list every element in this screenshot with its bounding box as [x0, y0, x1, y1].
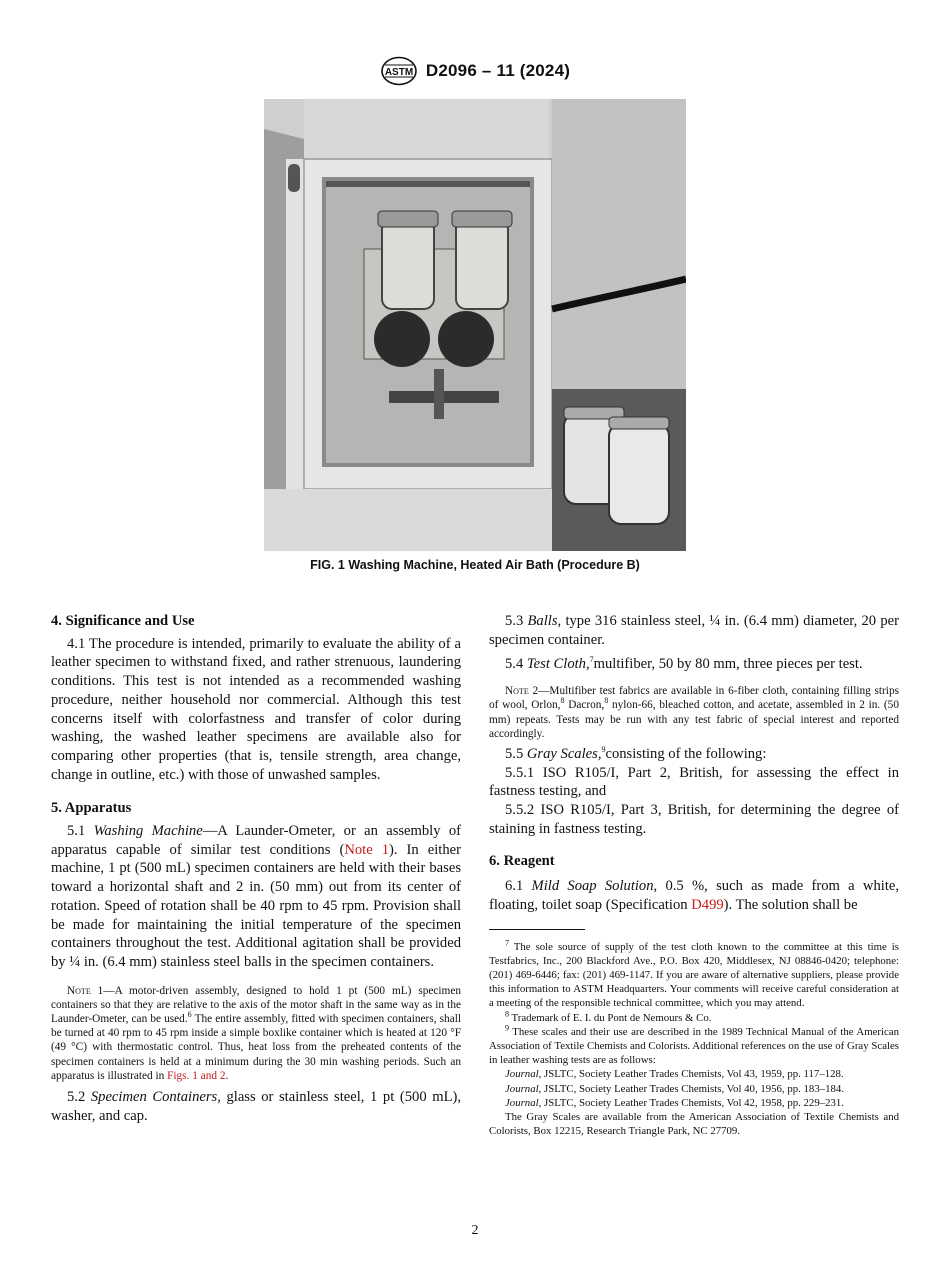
text: type 316 stainless steel, ¼ in. (6.4 mm) diameter, 20 per specimen container. — [489, 613, 899, 648]
figs-link[interactable]: Figs. 1 and 2 — [167, 1069, 226, 1082]
para-number: 5.5 — [505, 745, 527, 762]
section-5-heading: 5. Apparatus — [51, 800, 132, 817]
footnote-number: 9 — [505, 1023, 509, 1033]
text: glass or stainless steel, 1 pt (500 mL), washer, and cap. — [51, 1089, 461, 1124]
footnote-ref: 8 — [560, 696, 565, 706]
note-1 — [51, 984, 461, 1083]
para-5-4 — [489, 655, 899, 674]
journal-title: Journal — [505, 1096, 539, 1109]
para-4-1: 4.1 The procedure is intended, primarily to evaluate the ability of a leather specimen to withstand fixed, and rather strenuous, laundering conditions. This test is not intended as a recommended washing procedure, neither household nor commercial. Although this test concerns itself with colorfastness and transfer of color during washing, the washed leather specimens are available also for comparing other properties (that is, tensile strength, area change, change in outline, etc.) with those of unwashed samples. — [51, 635, 461, 783]
text: 0.5 %, such as made from a white, floating, toilet soap (Specification — [489, 878, 899, 913]
footnote-number: 8 — [505, 1008, 509, 1018]
journal-ref-1 — [489, 1067, 899, 1081]
footnote-9 — [489, 1025, 899, 1068]
right-column — [489, 612, 899, 1138]
text: . — [225, 1069, 229, 1082]
footnote-9-end: The Gray Scales are available from the American Association of Textile Chemists and Colorists, Box 12215, Research Triangle Park, NC 27709. — [489, 1110, 899, 1138]
page-number: 2 — [471, 1223, 479, 1238]
footnote-number: 7 — [505, 937, 509, 947]
text: , JSLTC, Society Leather Trades Chemists, Vol 43, 1959, pp. 117–128. — [538, 1068, 844, 1081]
document-designation: D2096 – 11 (2024) — [425, 61, 571, 80]
text: nylon-66, bleached cotton, and acetate, assembled in 2 in. (50 mm) repeats. Tests may be run with any test fabric of special interest and reported accordingly. — [489, 699, 899, 740]
text: The entire assembly, fitted with specimen containers, shall be turned at 40 rpm to 45 rpm inside a simple boxlike container which is heated at 120 °F (49 °C) with thermostatic control. Thus, heat loss from the preheated contents of the specimen containers is held at a minimum during the 30 min washing periods. Such an apparatus is illustrated in — [51, 1013, 461, 1082]
para-5-5-2: 5.5.2 ISO R105/I, Part 3, British, for determining the degree of staining in fastness testing. — [489, 802, 899, 837]
text: 2—Multifiber test fabrics are available in 6-fiber cloth, containing filling strips of wool, Orlon, — [489, 685, 899, 712]
text: , JSLTC, Society Leather Trades Chemists, Vol 40, 1956, pp. 183–184. — [538, 1082, 845, 1095]
term: Specimen Containers, — [90, 1089, 221, 1106]
section-6-heading: 6. Reagent — [489, 853, 555, 870]
figure-1-photo — [264, 99, 686, 551]
para-6-1 — [489, 877, 899, 914]
para-number: 5.3 — [505, 613, 528, 629]
term: Washing Machine — [93, 823, 203, 840]
text: Dacron, — [564, 699, 605, 712]
journal-ref-3 — [489, 1096, 899, 1110]
footnote-ref: 9 — [601, 745, 606, 755]
page-header — [0, 56, 950, 86]
section-4-heading: 4. Significance and Use — [51, 613, 195, 629]
journal-title: Journal — [505, 1082, 539, 1095]
para-number: 6.1 — [505, 878, 532, 895]
note-1-link[interactable]: Note 1 — [344, 841, 390, 858]
para-5-3 — [489, 612, 899, 649]
astm-logo-icon — [380, 56, 418, 86]
footnote-ref: 8 — [604, 696, 609, 706]
d499-link[interactable]: D499 — [691, 896, 724, 913]
para-5-5 — [489, 745, 899, 764]
term: Gray Scales, — [526, 745, 602, 762]
text: —A Launder-Ometer, or an assembly of apparatus capable of similar test conditions ( — [51, 823, 462, 858]
para-5-1 — [51, 822, 461, 972]
footnote-ref: 7 — [589, 655, 594, 665]
text: ). In either machine, 1 pt (500 mL) specimen containers are held with their bases toward a horizontal shaft and 2 in. (50 mm) out from its center of rotation. Speed of rotation shall be 40 rpm to 45 rpm. Provision shall be made for maintaining the initial temperature of the specimen containers throughout the test. Additional agitation shall be provided by ¼ in. (6.4 mm) stainless steel balls in the specimen containers. — [51, 841, 461, 970]
term: Test Cloth, — [526, 656, 590, 673]
term: Mild Soap Solution, — [531, 878, 658, 895]
note-label: Note — [505, 685, 529, 698]
footnote-divider — [489, 929, 585, 930]
footnotes — [489, 937, 899, 1139]
para-5-5-1: 5.5.1 ISO R105/I, Part 2, British, for assessing the effect in fastness testing, and — [489, 764, 899, 800]
text: , JSLTC, Society Leather Trades Chemists, Vol 42, 1958, pp. 229–231. — [538, 1096, 845, 1109]
text: These scales and their use are described in the 1989 Technical Manual of the American Association of Textile Chemists and Colorists. Additional references on the use of Gray Scales in leather washing tests are as follows: — [489, 1025, 899, 1067]
para-number: 5.4 — [505, 656, 527, 673]
note-2 — [489, 684, 899, 741]
footnote-8 — [489, 1008, 899, 1025]
text: Trademark of E. I. du Pont de Nemours & Co. — [509, 1011, 712, 1024]
note-label: Note — [67, 984, 91, 997]
journal-title: Journal — [505, 1068, 539, 1081]
para-5-2 — [51, 1088, 461, 1125]
svg-text:ASTM: ASTM — [384, 67, 414, 78]
para-number: 5.2 — [67, 1089, 91, 1106]
text: ). The solution shall be — [723, 896, 858, 913]
footnote-ref: 6 — [187, 1010, 192, 1020]
left-column — [51, 612, 461, 1125]
figure-caption: FIG. 1 Washing Machine, Heated Air Bath (Procedure B) — [310, 558, 640, 572]
para-number: 5.1 — [67, 823, 94, 840]
journal-ref-2 — [489, 1082, 899, 1096]
text: consisting of the following: — [605, 745, 767, 762]
text: 1—A motor-driven assembly, designed to hold 1 pt (500 mL) specimen containers so that they are relative to the axis of the motor shaft in the same way as in the Launder-Ometer, can be used. — [51, 984, 461, 1026]
term: Balls, — [527, 613, 562, 629]
washing-machine-illustration — [264, 99, 686, 551]
text: The sole source of supply of the test cloth known to the committee at this time is Testfabrics, Inc., 200 Blackford Ave., P.O. Box 420, Middlesex, NJ 08846-0420; telephone: (201) 469-6446; fax: (201) 469-1147. If you are aware of alternative suppliers, please provide this information to ASTM Headquarters. Your comments will receive careful consideration at a meeting of the responsible technical committee, which you may attend. — [489, 940, 899, 1010]
footnote-7 — [489, 937, 899, 1011]
text: multifiber, 50 by 80 mm, three pieces per test. — [593, 656, 863, 673]
